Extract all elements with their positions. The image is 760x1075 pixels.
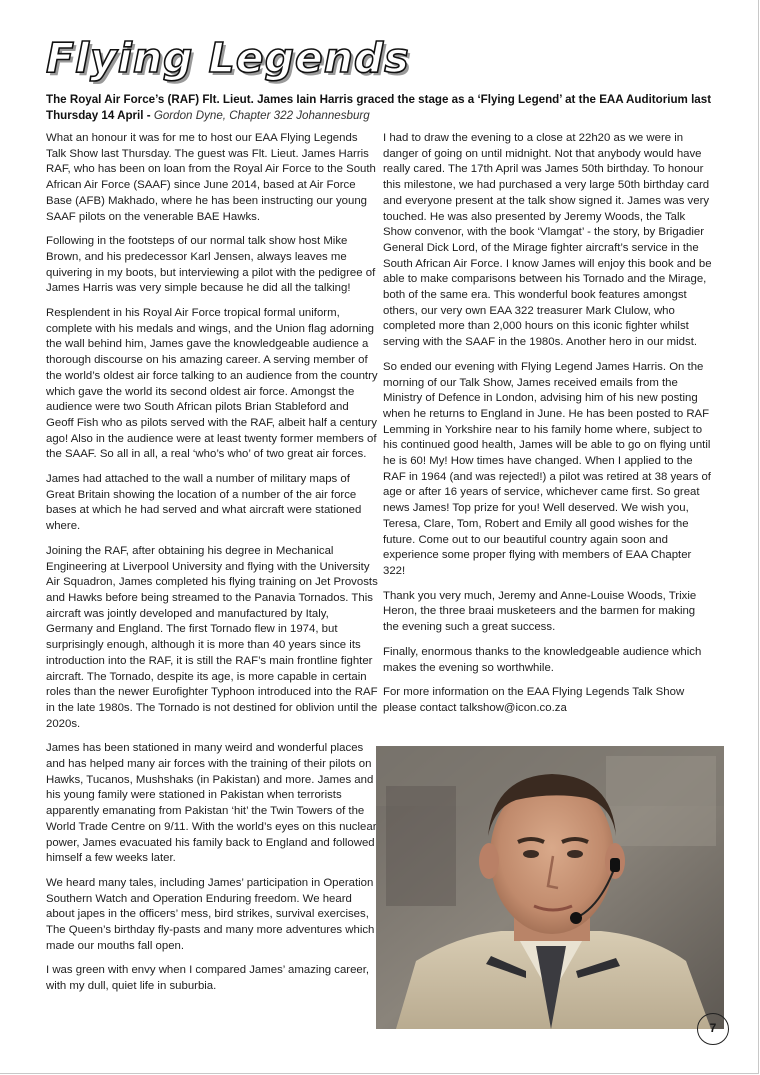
- byline: Gordon Dyne, Chapter 322 Johannesburg: [153, 109, 370, 122]
- paragraph: For more information on the EAA Flying Legends Talk Show please contact talkshow@icon.co.za: [383, 686, 685, 714]
- paragraph: I had to draw the evening to a close at 22h20 as we were in danger of going on until midnight. Not that anybody would have really cared. The 17th April was James 50th birthday. To honour this milestone, we had purchased a very large 50th birthday card and everyone present at the talk show signed it. James was very touched. He was also presented by Jeremy Woods, the Talk Show convenor, with the book ‘Vlamgat’ - the story, by Brigadier General Dick Lord, of the Mirage fighter aircraft’s service in the South African Air Force. I know James will enjoy this book and be able to make comparisons between his Tornado and the Mirage, both of the same era. This wonderful book features amongst others, our very own EAA 322 treasurer Mark Clulow, who completed more than 2,000 hours on this iconic fighter whilst serving with the SAAF in the 1980s. Another hero in our midst.: [383, 132, 712, 349]
- paragraph: Following in the footsteps of our normal talk show host Mike Brown, and his predecessor Karl Jensen, always leaves me quivering in my boots, but interviewing a pilot with the pedigree of James Harris was very simple because he did all the talking!: [46, 235, 376, 295]
- paragraph: James had attached to the wall a number of military maps of Great Britain showing the location of a number of the air force bases at which he had served and what aircraft were stationed where.: [46, 473, 362, 533]
- paragraph: What an honour it was for me to host our EAA Flying Legends Talk Show last Thursday. The guest was Flt. Lieut. James Harris RAF, who has been on loan from the Royal Air Force to the South African Air Force (SAAF) since June 2014, based at Air Force Base (AFB) Makhado, where he has been instructing our young SAAF pilots on the venerable BAE Hawks.: [46, 132, 376, 223]
- paragraph: We heard many tales, including James’ participation in Operation Southern Watch and Operation Enduring freedom. We heard about japes in the officers’ mess, bird strikes, survival exercises, The Queen’s birthday fly-pasts and many more adventures which made our mouths fall open.: [46, 876, 375, 952]
- paragraph: So ended our evening with Flying Legend James Harris. On the morning of our Talk Show, James received emails from the Ministry of Defence in London, advising him of his new posting when he returns to England in June. He has been posted to RAF Lemming in Yorkshire near to his family home where, subject to his continued good health, James will be able to go on flying until he is 60! My! How times have changed. When I applied to the RAF in 1964 (and was rejected!) a pilot was retired at 38 years of age or after 16 years of service, whichever came first. So great news James! Top prize for you! Well deserved. We wish you, Teresa, Clare, Tom, Robert and Emily all good wishes for the future. Come out to our beautiful country again soon and experience some proper flying with members of EAA Chapter 322!: [383, 360, 711, 577]
- speaker-photo: [376, 746, 724, 1029]
- paragraph: Finally, enormous thanks to the knowledgeable audience which makes the evening so worthwhile.: [383, 645, 702, 674]
- article-column-left: [46, 131, 378, 1004]
- page-number: 7: [697, 1013, 729, 1045]
- article-column-right: [383, 131, 713, 726]
- paragraph: I was green with envy when I compared James’ amazing career, with my dull, quiet life in suburbia.: [46, 964, 370, 993]
- paragraph: Joining the RAF, after obtaining his degree in Mechanical Engineering at Liverpool University and flying with the University Air Squadron, James completed his flying training on Jet Provosts and Hawks before being streamed to the Panavia Tornados. This aircraft was jointly developed and manufactured by Italy, Germany and England. The first Tornado flew in 1974, but surprisingly enough, although it is more than 40 years since its introduction into the RAF, it is still the RAF’s main frontline fighter aircraft. The Tornado, despite its age, is more capable in certain roles than the newer Eurofighter Typhoon introduced into the RAF in the late 1980s. The Tornado is not destined for oblivion until the 2020s.: [46, 544, 378, 730]
- paragraph: Thank you very much, Jeremy and Anne-Louise Woods, Trixie Heron, the three braai musketeers and the barmen for making the evening such a great success.: [383, 589, 697, 634]
- page-title: Flying Legends: [46, 34, 410, 82]
- subtitle-text: The Royal Air Force’s (RAF) Flt. Lieut. James Iain Harris graced the stage as a ‘Flying Legend’ at the EAA Auditorium last Thursday 14 April: [46, 93, 712, 122]
- article-subtitle: The Royal Air Force’s (RAF) Flt. Lieut. James Iain Harris graced the stage as a ‘Flying Legend’ at the EAA Auditorium last Thursday 14 April - Gordon Dyne, Chapter 322 Johannesburg: [46, 93, 712, 122]
- paragraph: Resplendent in his Royal Air Force tropical formal uniform, complete with his medals and wings, and the Union flag adorning the wall behind him, James gave the knowledgeable audience a thorough discourse on his amazing career. A serving member of the world’s oldest air force talking to an audience from the country which gave the world its second oldest air force. Amongst the audience were two South African pilots Brian Stableford and Geoff Fish who as pilots served with the RAF, albeit half a century ago! Also in the audience were at least twenty former members of the SAAF. So all in all, a real ‘who’s who’ of two great air forces.: [46, 307, 378, 461]
- paragraph: James has been stationed in many weird and wonderful places and has helped many air forces with the training of their pilots on Hawks, Tucanos, Mushshaks (in Pakistan) and more. James and his young family were stationed in Pakistan when terrorists apparently emanating from Pakistan ‘hit’ the Twin Towers of the World Trade Centre on 9/11. With the world’s eyes on this nuclear power, James evacuated his family back to England and followed himself a few weeks later.: [46, 742, 377, 865]
